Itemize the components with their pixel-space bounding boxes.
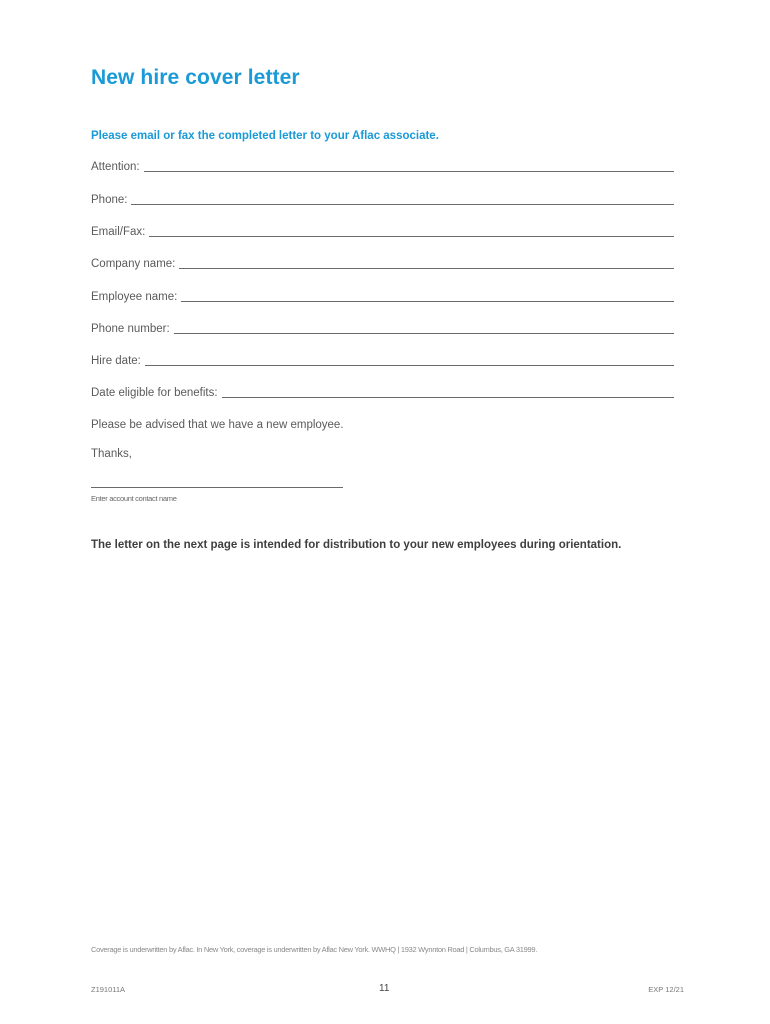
underwriting-disclaimer: Coverage is underwritten by Aflac. In New York, coverage is underwritten by Aflac New York. WWHQ | 1932 Wynnton Road | Columbus, GA 31999. [91, 945, 538, 954]
field-label: Phone number: [91, 323, 170, 335]
company-name-blank-line[interactable] [179, 267, 674, 269]
page-number: 11 [379, 983, 390, 994]
company-name-field[interactable] [91, 255, 674, 271]
distribution-note: The letter on the next page is intended for distribution to your new employees during orientation. [91, 539, 622, 551]
benefits-date-blank-line[interactable] [222, 396, 674, 398]
field-label: Hire date: [91, 355, 141, 367]
phone-blank-line[interactable] [131, 203, 674, 205]
employee-name-field[interactable] [91, 288, 674, 304]
employee-name-blank-line[interactable] [181, 300, 674, 302]
field-label: Company name: [91, 258, 176, 270]
form-code: Z191011A [91, 985, 126, 994]
instructions-subtitle: Please email or fax the completed letter to your Aflac associate. [91, 130, 439, 142]
attention-field[interactable] [91, 158, 674, 174]
advice-text: Please be advised that we have a new employee. [91, 419, 344, 431]
email-fax-blank-line[interactable] [149, 235, 674, 237]
email-fax-field[interactable] [91, 223, 674, 239]
hire-date-field[interactable] [91, 352, 674, 368]
field-label: Email/Fax: [91, 226, 146, 238]
expiry-code: EXP 12/21 [648, 985, 684, 994]
phone-number-field[interactable] [91, 320, 674, 336]
benefits-eligibility-date-field[interactable] [91, 384, 674, 400]
page-title: New hire cover letter [91, 66, 300, 89]
signature-line[interactable] [91, 487, 343, 488]
hire-date-blank-line[interactable] [145, 364, 674, 366]
field-label: Phone: [91, 194, 128, 206]
closing-text: Thanks, [91, 448, 132, 460]
field-label: Date eligible for benefits: [91, 387, 218, 399]
phone-number-blank-line[interactable] [174, 332, 674, 334]
field-label: Employee name: [91, 291, 178, 303]
attention-blank-line[interactable] [144, 170, 674, 172]
phone-field[interactable] [91, 191, 674, 207]
field-label: Attention: [91, 161, 140, 173]
signature-label: Enter account contact name [91, 494, 177, 503]
